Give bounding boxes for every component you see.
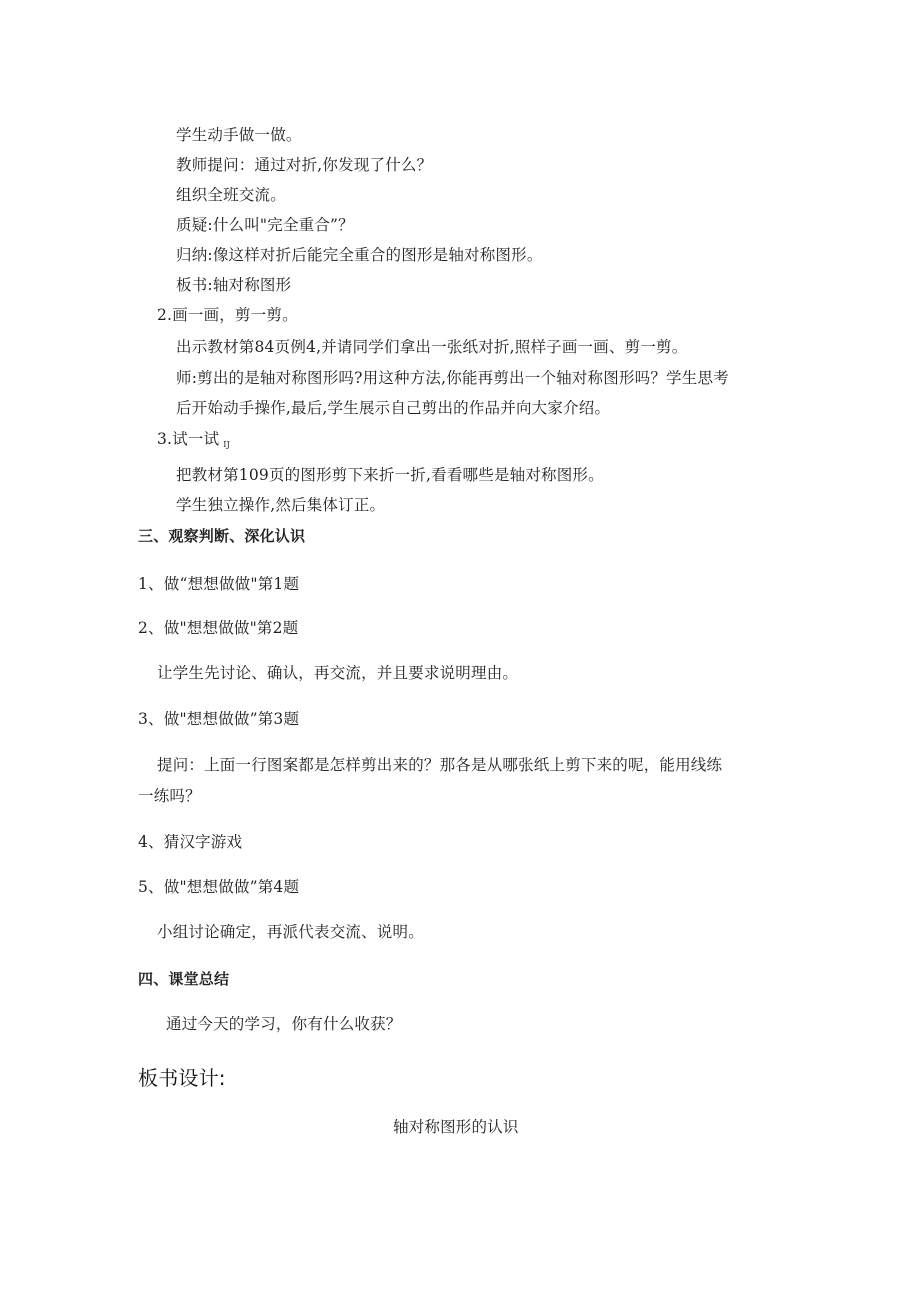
paragraph-hands-on: 学生动手做一做。: [176, 126, 302, 144]
step-2-line-2: 师:剪出的是轴对称图形吗?用这种方法,你能再剪出一个轴对称图形吗？学生思考: [176, 369, 729, 387]
step-2-title: 2.画一画，剪一剪。: [157, 306, 298, 324]
step-3-title: 3.试一试: [157, 430, 220, 448]
exercise-item-5-note: 小组讨论确定，再派代表交流、说明。: [157, 923, 424, 941]
paragraph-question-overlap: 质疑:什么叫"完全重合”？: [176, 216, 354, 234]
step-2-line-3: 后开始动手操作,最后,学生展示自己剪出的作品并向大家介绍。: [176, 399, 611, 417]
paragraph-class-discussion: 组织全班交流。: [176, 186, 286, 204]
section-four-text: 通过今天的学习，你有什么收获？: [166, 1015, 402, 1033]
exercise-item-2: 2、做"想想做做"第2题: [138, 619, 299, 637]
paragraph-summary-definition: 归纳:像这样对折后能完全重合的图形是轴对称图形。: [176, 246, 543, 264]
section-four-heading: 四、课堂总结: [138, 970, 230, 988]
exercise-item-1: 1、做“想想做做"第1题: [138, 575, 300, 593]
step-2-line-1: 出示教材第84页例4,并请同学们拿出一张纸对折,照样子画一画、剪一剪。: [176, 338, 688, 356]
board-design-title: 轴对称图形的认识: [393, 1118, 519, 1136]
exercise-item-5: 5、做"想想做做”第4题: [138, 878, 300, 896]
exercise-item-2-note: 让学生先讨论、确认，再交流，并且要求说明理由。: [157, 664, 519, 682]
board-design-heading: 板书设计:: [138, 1066, 226, 1090]
paragraph-board-note: 板书:轴对称图形: [176, 276, 292, 294]
exercise-item-3-note-line-2: 一练吗？: [138, 787, 201, 805]
section-three-heading: 三、观察判断、深化认识: [138, 527, 306, 545]
exercise-item-3: 3、做"想想做做”第3题: [138, 710, 300, 728]
paragraph-teacher-question: 教师提问：通过对折,你发现了什么？: [176, 156, 433, 174]
step-3-line-2: 学生独立操作,然后集体订正。: [176, 496, 386, 514]
step-3-title-wrap: [157, 429, 230, 455]
step-3-line-1: 把教材第109页的图形剪下来折一折,看看哪些是轴对称图形。: [176, 466, 604, 484]
exercise-item-3-note-line-1: 提问：上面一行图案都是怎样剪出来的？那各是从哪张纸上剪下来的呢，能用线练: [157, 756, 723, 774]
step-3-title-mark: IJ: [223, 440, 231, 449]
exercise-item-4: 4、猜汉字游戏: [138, 833, 243, 851]
